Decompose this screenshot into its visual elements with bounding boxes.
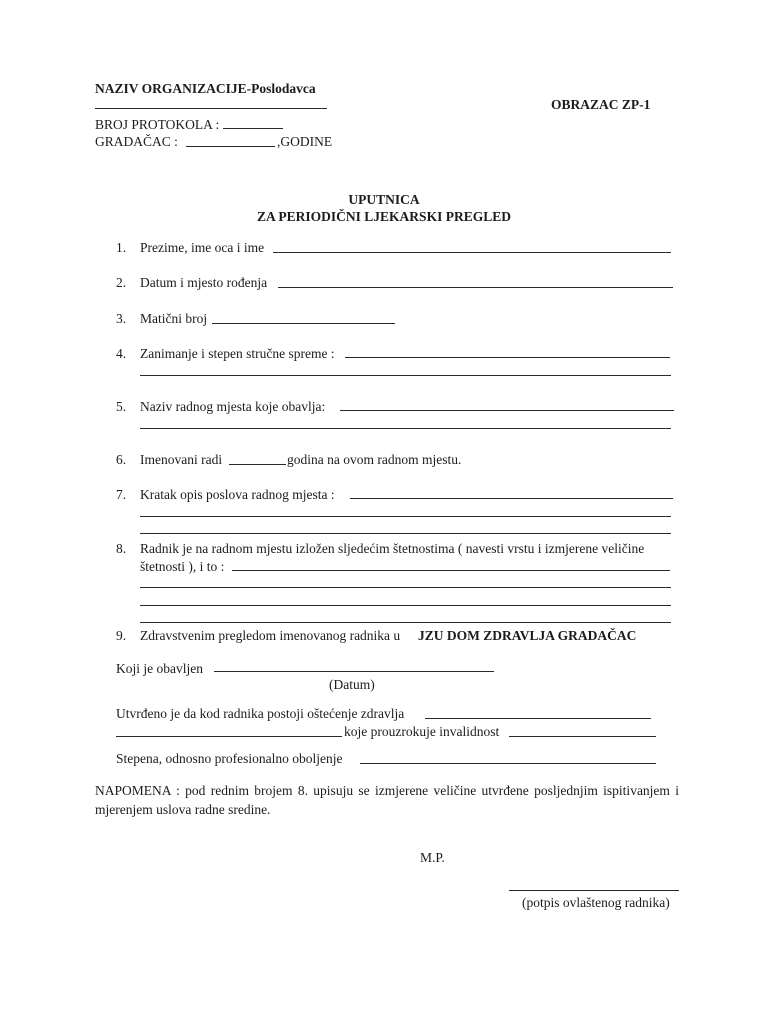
hazards-field-line-2[interactable] — [140, 587, 671, 588]
item-label-name: Prezime, ime oca i ime — [140, 240, 265, 255]
occupation-field-line-2[interactable] — [140, 375, 671, 376]
item-label-workplace: Naziv radnog mjesta koje obavlja: — [140, 399, 326, 414]
item-number-8: 8. — [116, 541, 127, 556]
item-number-9: 9. — [116, 628, 127, 643]
item-number-4: 4. — [116, 346, 127, 361]
exam-date-field[interactable] — [214, 671, 494, 672]
item-number-2: 2. — [116, 275, 127, 290]
name-field[interactable] — [273, 252, 671, 253]
item-label-id-number: Matični broj — [140, 311, 208, 326]
job-description-field-line-2[interactable] — [140, 516, 671, 517]
health-damage-field-line-2[interactable] — [116, 736, 342, 737]
item-label-birth: Datum i mjesto rođenja — [140, 275, 268, 290]
health-damage-label: Utvrđeno je da kod radnika postoji oštećenje zdravlja — [116, 706, 405, 721]
disability-field[interactable] — [509, 736, 656, 737]
health-damage-field[interactable] — [425, 718, 651, 719]
place-label: GRADAČAC : — [95, 134, 178, 149]
exam-done-label: Koji je obavljen — [116, 661, 203, 676]
hazards-field[interactable] — [232, 570, 670, 571]
occupational-disease-label: Stepena, odnosno profesionalno oboljenje — [116, 751, 343, 766]
item-label-exam-a: Zdravstvenim pregledom imenovanog radnika u — [140, 628, 401, 643]
health-center-name: JZU DOM ZDRAVLJA GRADAČAC — [418, 628, 637, 643]
item-label-hazards-1: Radnik je na radnom mjestu izložen sljedećim štetnostima ( navesti vrstu i izmjerene veličine — [140, 541, 645, 556]
organization-label: NAZIV ORGANIZACIJE-Poslodavca — [95, 81, 316, 96]
document-subtitle: ZA PERIODIČNI LJEKARSKI PREGLED — [257, 209, 511, 224]
protocol-number-field[interactable] — [223, 128, 283, 129]
protocol-number-label: BROJ PROTOKOLA : — [95, 117, 220, 132]
form-code: OBRAZAC ZP-1 — [551, 97, 651, 112]
item-label-years-b: godina na ovom radnom mjestu. — [287, 452, 462, 467]
date-field[interactable] — [186, 146, 275, 147]
hazards-field-line-4[interactable] — [140, 622, 671, 623]
hazards-field-line-3[interactable] — [140, 605, 671, 606]
years-field[interactable] — [229, 464, 286, 465]
item-number-6: 6. — [116, 452, 127, 467]
birth-date-place-field[interactable] — [278, 287, 673, 288]
organization-name-field[interactable] — [95, 108, 327, 109]
disability-label: koje prouzrokuje invalidnost — [344, 724, 500, 739]
signature-field[interactable] — [509, 890, 679, 891]
workplace-field[interactable] — [340, 410, 674, 411]
item-number-7: 7. — [116, 487, 127, 502]
year-label: ,GODINE — [277, 134, 333, 149]
id-number-field[interactable] — [212, 323, 395, 324]
job-description-field-line-3[interactable] — [140, 533, 671, 534]
item-number-1: 1. — [116, 240, 127, 255]
item-number-3: 3. — [116, 311, 127, 326]
job-description-field[interactable] — [350, 498, 673, 499]
item-label-occupation: Zanimanje i stepen stručne spreme : — [140, 346, 335, 361]
signature-caption: (potpis ovlaštenog radnika) — [522, 895, 670, 910]
document-title: UPUTNICA — [348, 192, 420, 207]
occupational-disease-field[interactable] — [360, 763, 656, 764]
stamp-label: M.P. — [420, 850, 445, 865]
occupation-field[interactable] — [345, 357, 670, 358]
item-label-job-description: Kratak opis poslova radnog mjesta : — [140, 487, 335, 502]
item-label-hazards-2: štetnosti ), i to : — [140, 559, 225, 574]
item-number-5: 5. — [116, 399, 127, 414]
note-text: NAPOMENA : pod rednim brojem 8. upisuju se izmjerene veličine utvrđene posljednjim ispitivanjem i mjerenjem uslova radne sredine. — [95, 783, 679, 817]
date-caption: (Datum) — [329, 677, 375, 692]
item-label-years-a: Imenovani radi — [140, 452, 223, 467]
workplace-field-line-2[interactable] — [140, 428, 671, 429]
